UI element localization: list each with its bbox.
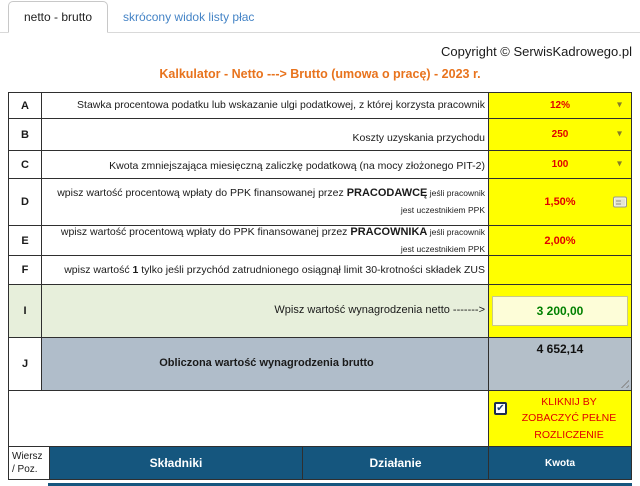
row-c-value: 100 xyxy=(551,159,569,170)
row-d-value: 1,50% xyxy=(544,196,576,208)
row-d-input[interactable] xyxy=(489,179,631,225)
chevron-down-icon: ▾ xyxy=(616,128,622,140)
row-d xyxy=(9,179,631,226)
row-d-label-small: jeśli pracownik jest uczestnikiem PPK xyxy=(400,188,485,216)
data-validation-icon[interactable] xyxy=(613,197,627,208)
row-b-dropdown[interactable] xyxy=(489,119,631,150)
cta-row-empty xyxy=(9,391,489,446)
row-a-label-text: Stawka procentowa podatku lub wskazanie ulgi podatkowej, z której korzysta pracownik xyxy=(77,99,485,112)
row-e xyxy=(9,226,631,256)
row-c-label-text: Kwota zmniejszająca miesięczną zaliczkę podatkową (na mocy złożonego PIT-2) xyxy=(109,159,485,172)
row-b-value: 250 xyxy=(551,129,569,140)
row-b xyxy=(9,119,631,151)
row-e-value: 2,00% xyxy=(544,234,576,247)
row-i-id: I xyxy=(9,285,42,337)
row-c-dropdown[interactable] xyxy=(489,151,631,178)
gross-salary-output[interactable] xyxy=(489,338,631,390)
row-j-id: J xyxy=(9,338,42,390)
row-e-id: E xyxy=(9,226,42,255)
row-i-value-cell xyxy=(489,285,631,337)
chevron-down-icon: ▾ xyxy=(616,158,622,170)
tab-netto-brutto[interactable]: netto - brutto xyxy=(8,1,108,33)
footer-header-row xyxy=(9,447,631,479)
row-f xyxy=(9,256,631,285)
row-c xyxy=(9,151,631,179)
row-b-label xyxy=(42,119,489,150)
net-salary-input[interactable]: 3 200,00 xyxy=(492,296,628,326)
row-j-label-text: Obliczona wartość wynagrodzenia brutto xyxy=(159,357,374,370)
row-d-label-text: wpisz wartość procentową wpłaty do PPK finansowanej przez xyxy=(57,187,347,200)
row-b-id: B xyxy=(9,119,42,150)
cta-row xyxy=(9,391,631,447)
row-a-value: 12% xyxy=(549,100,570,111)
row-f-label-post: tylko jeśli przychód zatrudnionego osiągnął limit 30-krotności składek ZUS xyxy=(138,263,485,276)
row-i-label-text: Wpisz wartość wynagrodzenia netto -------> xyxy=(274,304,485,317)
header-dzialanie: Działanie xyxy=(303,447,489,479)
row-f-label xyxy=(42,256,489,284)
calculator-table xyxy=(8,92,632,480)
row-b-label-text: Koszty uzyskania przychodu xyxy=(352,131,485,144)
cta-label: KLIKNIJ BY ZOBACZYĆ PEŁNE ROZLICZENIE xyxy=(521,396,617,441)
row-j xyxy=(9,338,631,391)
show-full-settlement-checkbox[interactable]: ✔ xyxy=(494,402,507,415)
tab-bar xyxy=(0,0,640,33)
row-f-label-pre: wpisz wartość xyxy=(64,263,133,276)
chevron-down-icon: ▾ xyxy=(616,99,622,111)
header-kwota: Kwota xyxy=(489,447,631,479)
row-j-value: 4 652,14 xyxy=(536,342,584,356)
row-i-label xyxy=(42,285,489,337)
row-j-label xyxy=(42,338,489,390)
row-f-input[interactable] xyxy=(489,256,631,284)
resize-handle-icon[interactable] xyxy=(620,379,629,388)
row-e-label-text: wpisz wartość procentową wpłaty do PPK finansowanej przez xyxy=(60,226,351,238)
row-a-id: A xyxy=(9,93,42,118)
tab-skrocony-widok-listy-plac[interactable]: skrócony widok listy płac xyxy=(123,10,255,24)
row-c-label xyxy=(42,151,489,178)
row-f-label-bold: 1 xyxy=(132,263,139,276)
row-e-input[interactable] xyxy=(489,226,631,255)
row-a-dropdown[interactable] xyxy=(489,93,631,118)
row-e-label-bold: PRACOWNIKA xyxy=(350,226,428,238)
header-wiersz-poz: Wiersz / Poz. xyxy=(9,447,50,479)
copyright-text: Copyright © SerwisKadrowego.pl xyxy=(441,44,632,59)
header-skladniki: Składniki xyxy=(50,447,303,479)
row-d-label xyxy=(42,179,489,225)
cta-cell[interactable] xyxy=(489,391,631,446)
row-e-label-small: jeśli pracownik jest uczestnikiem PPK xyxy=(400,226,485,254)
row-f-id: F xyxy=(9,256,42,284)
row-a-label xyxy=(42,93,489,118)
page-title: Kalkulator - Netto ---> Brutto (umowa o pracę) - 2023 r. xyxy=(159,67,481,81)
row-c-id: C xyxy=(9,151,42,178)
row-e-label xyxy=(42,226,489,255)
row-a xyxy=(9,93,631,119)
row-i xyxy=(9,285,631,338)
row-d-id: D xyxy=(9,179,42,225)
row-d-label-bold: PRACODAWCĘ xyxy=(346,187,428,200)
